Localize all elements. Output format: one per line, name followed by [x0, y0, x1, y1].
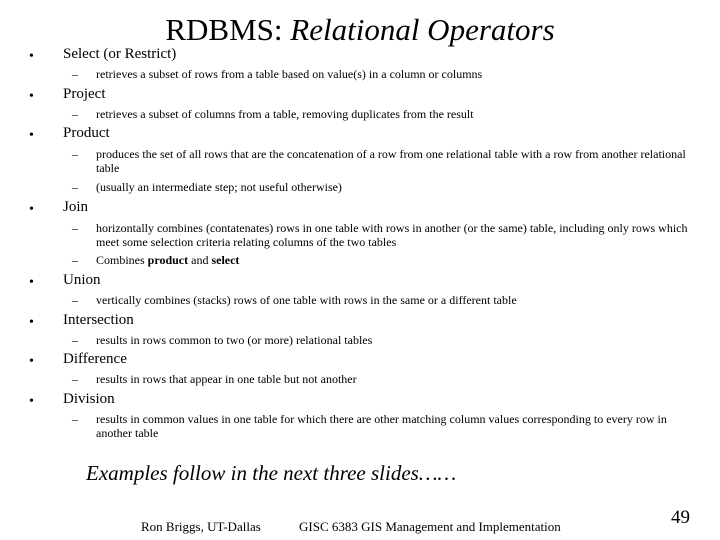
bullet-icon: • — [29, 315, 34, 330]
bullet-heading: Intersection — [63, 312, 134, 328]
dash-icon: – — [72, 67, 78, 81]
dash-icon: – — [72, 221, 78, 235]
sub-bullet-text: results in common values in one table for which there are other matching column values corresponding to every row in another table — [96, 412, 667, 440]
bullet-heading: Join — [63, 199, 89, 215]
sub-bullet-text: produces the set of all rows that are the concatenation of a row from one relational table with a row from another relational table — [96, 147, 686, 175]
bullet-icon: • — [29, 202, 34, 217]
dash-icon: – — [72, 412, 78, 426]
bullet-heading: Product — [63, 125, 110, 141]
sub-bullet-text: retrieves a subset of columns from a table, removing duplicates from the result — [96, 107, 474, 121]
combines-prefix: Combines — [96, 253, 148, 267]
bullet-icon: • — [29, 275, 34, 290]
page-number: 49 — [671, 507, 690, 528]
dash-icon: – — [72, 253, 78, 267]
dash-icon: – — [72, 180, 78, 194]
footer-author: Ron Briggs, UT-Dallas — [141, 519, 261, 534]
sub-bullet-text: results in rows common to two (or more) relational tables — [96, 333, 373, 347]
bullet-heading: Project — [63, 86, 106, 102]
bullet-icon: • — [29, 128, 34, 143]
combines-and: and — [188, 253, 212, 267]
bullet-heading: Union — [63, 272, 101, 288]
combines-select: select — [211, 253, 240, 267]
bullet-icon: • — [29, 354, 34, 369]
dash-icon: – — [72, 107, 78, 121]
dash-icon: – — [72, 333, 78, 347]
examples-note: Examples follow in the next three slides…… — [86, 461, 457, 485]
bullet-heading: Division — [63, 391, 115, 407]
combines-product: product — [147, 253, 189, 267]
bullet-heading: Select (or Restrict) — [63, 46, 177, 62]
sub-bullet-text: (usually an intermediate step; not useful otherwise) — [96, 180, 342, 194]
bullet-icon: • — [29, 49, 34, 64]
title-italic: Relational Operators — [290, 12, 555, 47]
bullet-icon: • — [29, 89, 34, 104]
sub-bullet-text: results in rows that appear in one table but not another — [96, 372, 357, 386]
page-title — [0, 10, 720, 50]
dash-icon: – — [72, 147, 78, 161]
bullet-icon: • — [29, 394, 34, 409]
footer-course: GISC 6383 GIS Management and Implementation — [299, 519, 561, 534]
title-plain: RDBMS: — [165, 12, 291, 47]
sub-bullet-text — [96, 253, 696, 267]
sub-bullet-text: horizontally combines (contatenates) rows in one table with rows in another (or the same) table, including only rows which meet some selection criteria relating columns of the two tables — [96, 221, 688, 249]
sub-bullet-text: retrieves a subset of rows from a table based on value(s) in a column or columns — [96, 67, 483, 81]
bullet-heading: Difference — [63, 351, 127, 367]
dash-icon: – — [72, 293, 78, 307]
dash-icon: – — [72, 372, 78, 386]
sub-bullet-text: vertically combines (stacks) rows of one table with rows in the same or a different table — [96, 293, 517, 307]
